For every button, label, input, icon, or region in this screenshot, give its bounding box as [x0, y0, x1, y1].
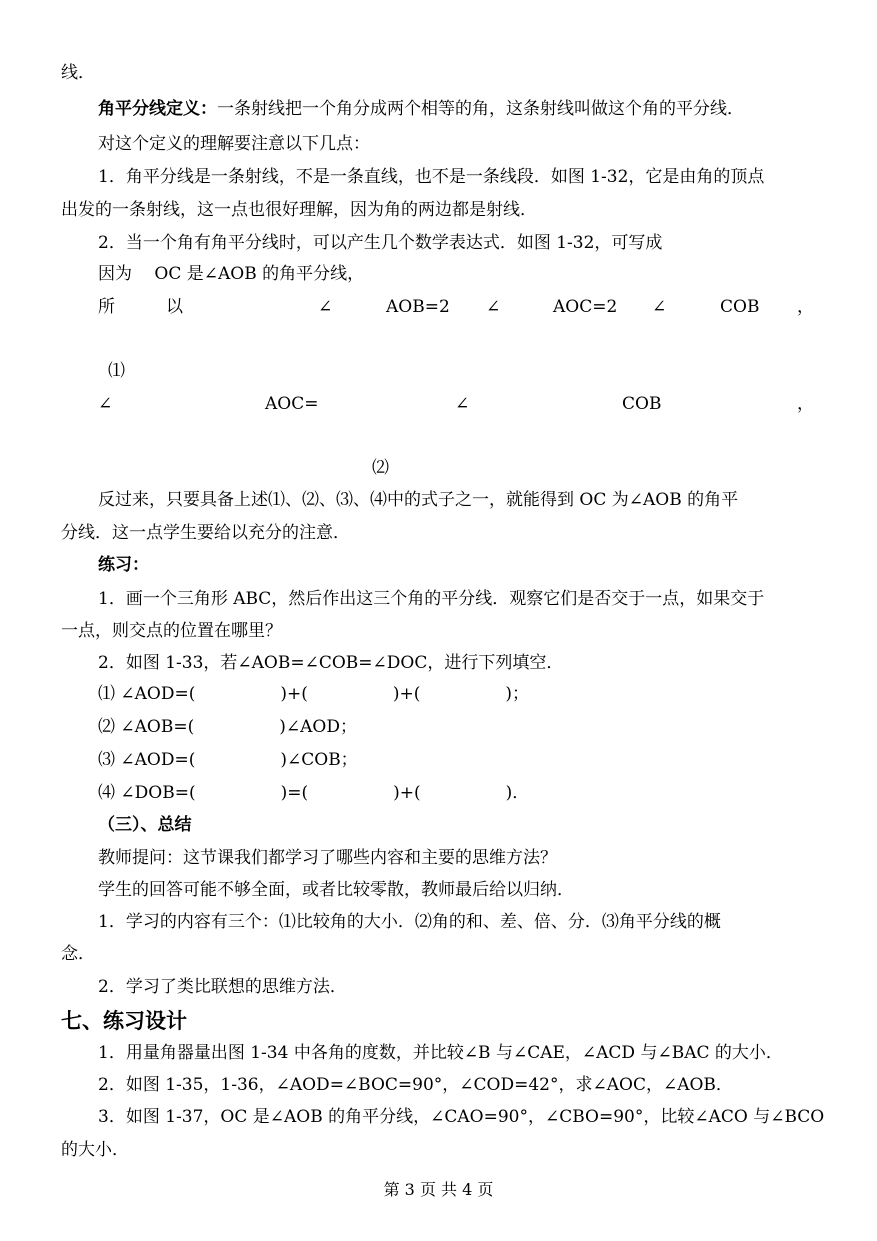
fill-blank-line: ⑶ ∠AOD=( )∠COB；	[98, 750, 358, 770]
exercise-heading: 练习：	[98, 555, 149, 575]
paragraph-line: 2．如图 1-35，1-36，∠AOD=∠BOC=90°，∠COD=42°，求∠AOC，∠AOB．	[98, 1075, 733, 1095]
page-footer: 第 3 页 共 4 页	[383, 1180, 494, 1199]
formula-term: AOC=	[265, 394, 319, 414]
angle-symbol: ∠	[455, 394, 470, 414]
paragraph-line: 对这个定义的理解要注意以下几点：	[98, 134, 370, 154]
paragraph-line: 反过来，只要具备上述⑴、⑵、⑶、⑷中的式子之一，就能得到 OC 为∠AOB 的角平	[98, 490, 739, 510]
paragraph-line: 3．如图 1-37，OC 是∠AOB 的角平分线，∠CAO=90°，∠CBO=90°，比较∠ACO 与∠BCO	[98, 1107, 825, 1127]
section-heading: （三）、总结	[98, 815, 192, 835]
formula-comma: ，	[797, 297, 814, 317]
definition-text: 一条射线把一个角分成两个相等的角，这条射线叫做这个角的平分线．	[217, 99, 744, 119]
paragraph-line: 2．如图 1-33，若∠AOB=∠COB=∠DOC，进行下列填空．	[98, 653, 564, 673]
paragraph-line: 线．	[61, 63, 95, 83]
paragraph-line: 一点，则交点的位置在哪里？	[61, 621, 282, 641]
paragraph-line: 2．学习了类比联想的思维方法．	[98, 977, 347, 997]
formula-comma: ，	[797, 394, 814, 414]
paragraph-line: 出发的一条射线，这一点也很好理解，因为角的两边都是射线．	[61, 200, 537, 220]
paragraph-line: 教师提问：这节课我们都学习了哪些内容和主要的思维方法？	[98, 848, 557, 868]
formula-word: 所	[98, 297, 115, 317]
paragraph-line: 1．学习的内容有三个：⑴比较角的大小．⑵角的和、差、倍、分．⑶角平分线的概	[98, 912, 721, 932]
angle-symbol: ∠	[98, 394, 113, 414]
formula-number: ⑴	[108, 361, 125, 381]
paragraph-line: 1．角平分线是一条射线，不是一条直线，也不是一条线段．如图 1-32，它是由角的顶点	[98, 167, 765, 187]
fill-blank-line: ⑷ ∠DOB=( )=( )+( )．	[98, 783, 530, 803]
angle-symbol: ∠	[486, 297, 501, 317]
chapter-heading: 七、练习设计	[61, 1009, 187, 1033]
paragraph-line: 1．用量角器量出图 1-34 中各角的度数，并比较∠B 与∠CAE，∠ACD 与∠BAC 的大小．	[98, 1043, 783, 1063]
fill-blank-line: ⑴ ∠AOD=( )+( )+( )；	[98, 684, 530, 704]
paragraph-line: 分线．这一点学生要给以充分的注意．	[61, 523, 350, 543]
paragraph-line: 念．	[61, 944, 95, 964]
formula-term: AOC=2	[553, 297, 618, 317]
definition-heading: 角平分线定义：	[98, 99, 217, 119]
angle-symbol: ∠	[318, 297, 333, 317]
paragraph-line: 1．画一个三角形 ABC，然后作出这三个角的平分线．观察它们是否交于一点，如果交于	[98, 589, 765, 609]
formula-term: COB	[622, 394, 662, 414]
formula-term: COB	[720, 297, 760, 317]
formula-term: AOB=2	[386, 297, 450, 317]
definition-line	[98, 98, 744, 120]
angle-symbol: ∠	[652, 297, 667, 317]
paragraph-line: 因为 OC 是∠AOB 的角平分线，	[98, 264, 365, 284]
formula-number: ⑵	[372, 458, 389, 478]
paragraph-line: 学生的回答可能不够全面，或者比较零散，教师最后给以归纳．	[98, 880, 574, 900]
paragraph-line: 2．当一个角有角平分线时，可以产生几个数学表达式．如图 1-32，可写成	[98, 233, 663, 253]
paragraph-line: 的大小．	[61, 1140, 129, 1160]
formula-word: 以	[166, 297, 183, 317]
fill-blank-line: ⑵ ∠AOB=( )∠AOD；	[98, 717, 357, 737]
